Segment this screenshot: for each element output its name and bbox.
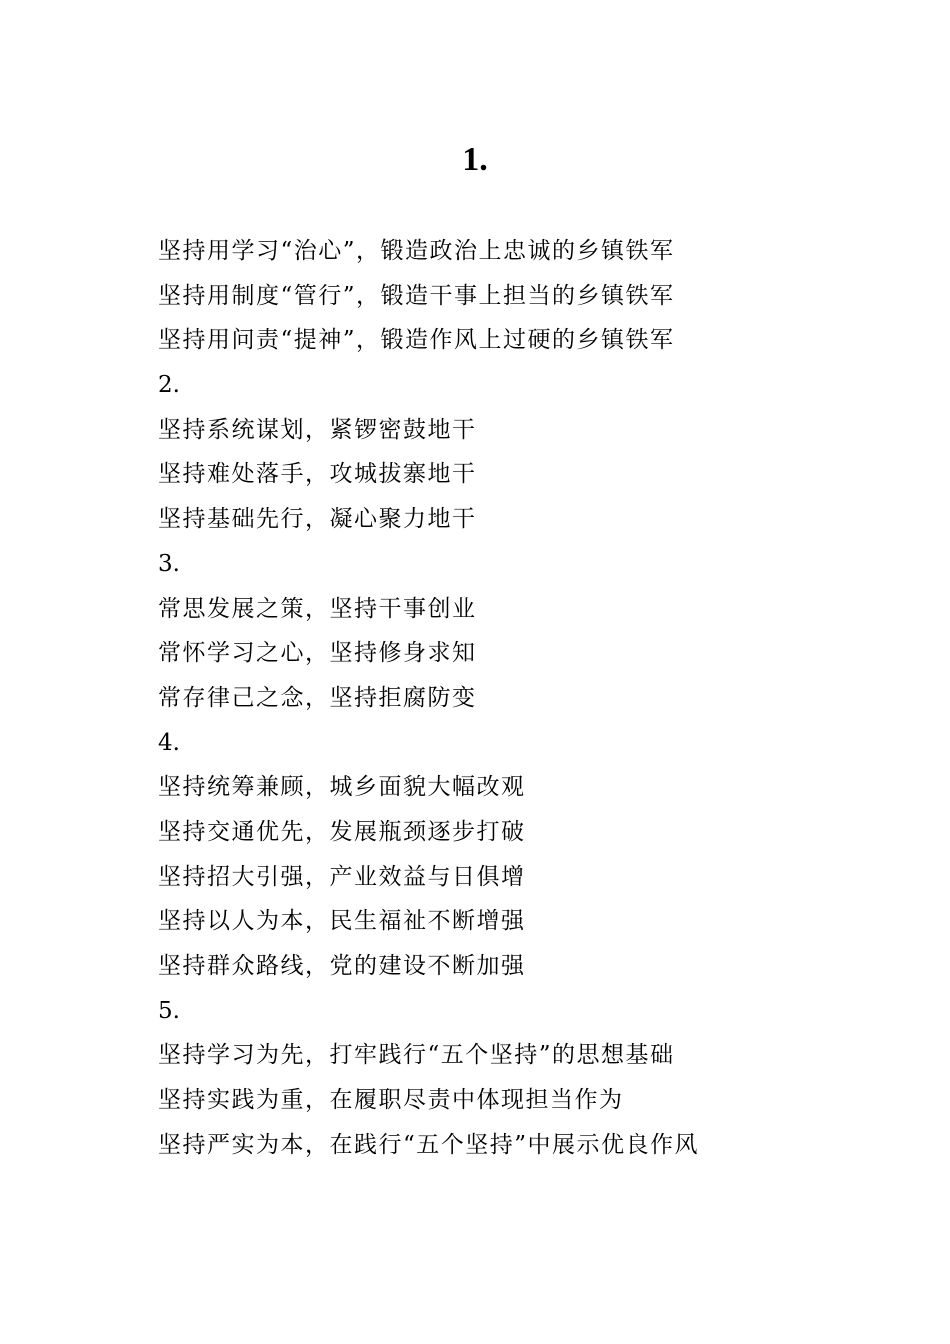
list-item: 坚持基础先行，凝心聚力地干 bbox=[158, 506, 477, 533]
document-body bbox=[158, 229, 858, 1167]
list-item: 坚持学习为先，打牢践行“五个坚持”的思想基础 bbox=[158, 1042, 675, 1069]
list-item: 坚持难处落手，攻城拔寨地干 bbox=[158, 461, 477, 488]
page-title: 1. bbox=[462, 141, 488, 178]
list-item: 坚持交通优先，发展瓶颈逐步打破 bbox=[158, 818, 526, 845]
list-item: 坚持以人为本，民生福祉不断增强 bbox=[158, 908, 526, 935]
list-item: 常存律己之念，坚持拒腐防变 bbox=[158, 684, 477, 711]
list-item: 坚持群众路线，党的建设不断加强 bbox=[158, 953, 526, 979]
list-item: 坚持用问责“提神”，锻造作风上过硬的乡镇铁军 bbox=[158, 327, 675, 354]
list-item: 常思发展之策，坚持干事创业 bbox=[158, 595, 477, 622]
list-item: 坚持用学习“治心”，锻造政治上忠诚的乡镇铁军 bbox=[158, 238, 675, 264]
section-number: 2. bbox=[158, 372, 180, 399]
section-number: 4. bbox=[158, 729, 180, 756]
list-item: 坚持严实为本，在践行“五个坚持”中展示优良作风 bbox=[158, 1131, 700, 1158]
list-item: 坚持招大引强，产业效益与日俱增 bbox=[158, 863, 526, 890]
list-item: 常怀学习之心，坚持修身求知 bbox=[158, 640, 477, 667]
list-item: 坚持实践为重，在履职尽责中体现担当作为 bbox=[158, 1087, 624, 1114]
section-number: 3. bbox=[158, 550, 180, 577]
list-item: 坚持用制度“管行”，锻造干事上担当的乡镇铁军 bbox=[158, 282, 675, 309]
list-item: 坚持统筹兼顾，城乡面貌大幅改观 bbox=[158, 774, 526, 801]
list-item: 坚持系统谋划，紧锣密鼓地干 bbox=[158, 416, 477, 443]
section-number: 5. bbox=[158, 997, 180, 1024]
